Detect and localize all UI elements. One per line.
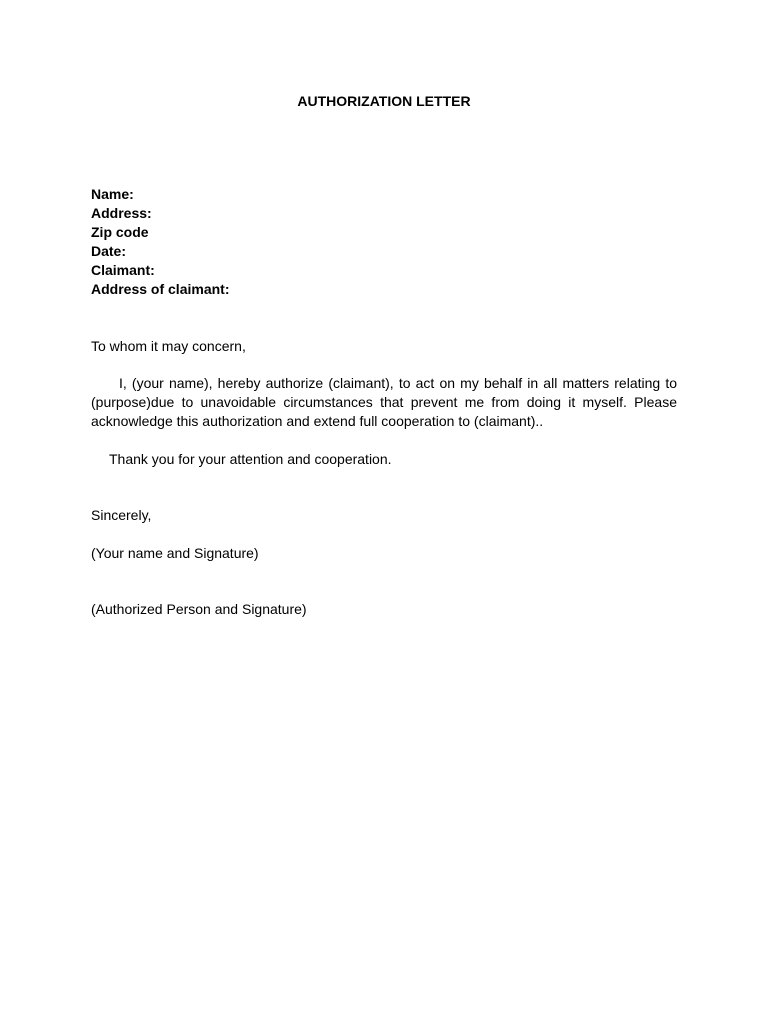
address-field-label: Address: (91, 205, 152, 221)
closing: Sincerely, (91, 507, 152, 523)
signature-self: (Your name and Signature) (91, 545, 259, 561)
body-paragraph: I, (your name), hereby authorize (claimant), to act on my behalf in all matters relating to (purpose)due to unavoidable circumstances that prevent me from doing it myself. Please acknowledge this authorization and extend full cooperation to (claimant).. (91, 375, 677, 429)
date-field-label: Date: (91, 243, 127, 259)
name-field-label: Name: (91, 186, 134, 202)
letter-title: AUTHORIZATION LETTER (297, 93, 471, 109)
claimant-field-label: Claimant: (91, 262, 155, 278)
signature-authorized: (Authorized Person and Signature) (91, 601, 307, 617)
salutation: To whom it may concern, (91, 338, 246, 354)
zip-code-field-label: Zip code (91, 224, 149, 240)
claimant-address-field-label: Address of claimant: (91, 281, 230, 297)
thanks-line: Thank you for your attention and cooperation. (109, 451, 392, 467)
header-fields (91, 185, 229, 299)
